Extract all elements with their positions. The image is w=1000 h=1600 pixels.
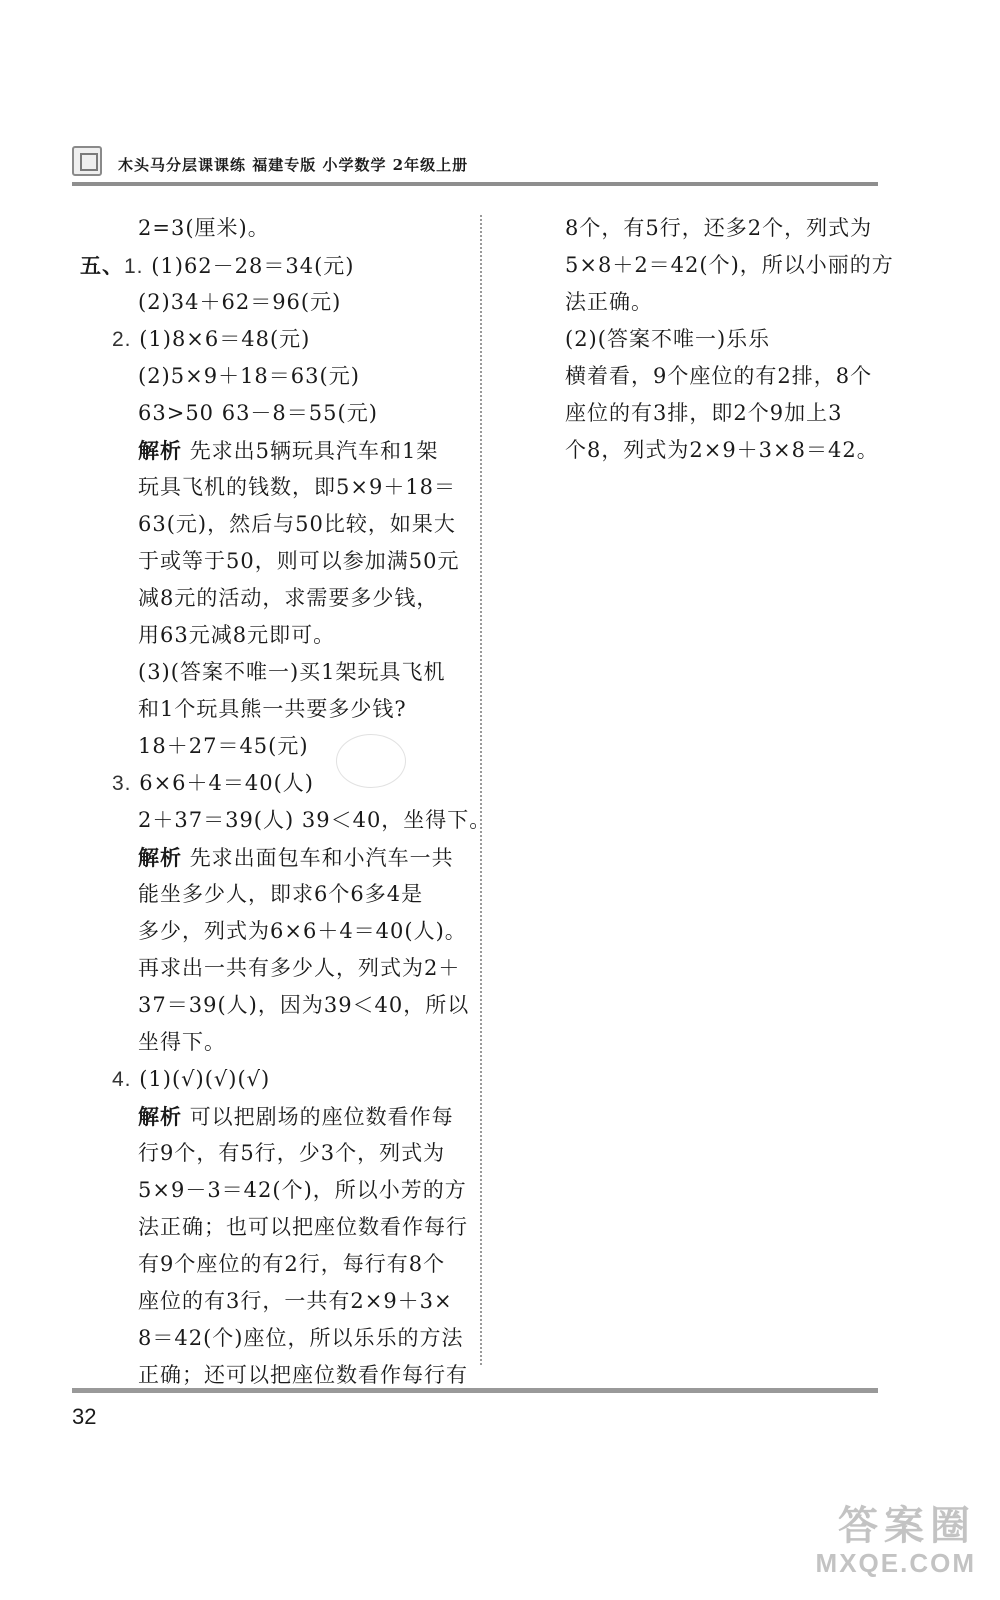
analysis-line: 能坐多少人，即求6个6多4是 xyxy=(138,882,424,906)
analysis-line xyxy=(80,432,460,469)
analysis-line: 座位的有3行，一共有2×9＋3× xyxy=(138,1289,453,1313)
question-number: 2. xyxy=(112,328,132,351)
analysis-line: 有9个座位的有2行，每行有8个 xyxy=(138,1252,446,1276)
question-1 xyxy=(80,247,460,284)
analysis-label: 解析 xyxy=(138,1104,182,1129)
analysis-line: 法正确；也可以把座位数看作每行 xyxy=(138,1215,468,1239)
analysis-text: 可以把剧场的座位数看作每 xyxy=(189,1105,454,1129)
answer-line: 2=3(厘米)。 xyxy=(138,216,270,240)
answer-line: 18＋27＝45(元) xyxy=(138,734,309,758)
watermark-logo-text: 答案圈 xyxy=(838,1504,976,1548)
book-logo-icon xyxy=(72,146,102,176)
analysis-line: 正确；还可以把座位数看作每行有 xyxy=(138,1363,468,1387)
analysis-line: 法正确。 xyxy=(565,290,653,314)
analysis-line: 个8，列式为2×9＋3×8＝42。 xyxy=(565,438,879,462)
question-2 xyxy=(80,321,460,358)
analysis-line xyxy=(80,1098,460,1135)
answer-text: (1)62－28＝34(元) xyxy=(151,254,355,278)
analysis-line: 行9个，有5行，少3个，列式为 xyxy=(138,1141,446,1165)
answer-line: 和1个玩具熊一共要多少钱? xyxy=(138,697,407,721)
watermark-url: MXQE.COM xyxy=(815,1548,976,1578)
analysis-line: 坐得下。 xyxy=(138,1030,226,1054)
answer-line: (2)5×9＋18＝63(元) xyxy=(138,364,360,388)
page-header xyxy=(72,140,878,188)
left-column xyxy=(80,210,492,1394)
analysis-line: 于或等于50，则可以参加满50元 xyxy=(138,549,460,573)
answer-text: (1)8×6＝48(元) xyxy=(139,327,311,351)
watermark xyxy=(816,1504,976,1578)
question-4 xyxy=(80,1061,460,1098)
analysis-label: 解析 xyxy=(138,845,182,870)
analysis-line: 8＝42(个)座位，所以乐乐的方法 xyxy=(138,1326,464,1350)
analysis-line: 5×8＋2＝42(个)，所以小丽的方 xyxy=(565,253,894,277)
header-title: 木头马分层课课练 福建专版 小学数学 2年级上册 xyxy=(118,156,469,174)
section-number: 五、 xyxy=(80,253,124,278)
faint-stamp-icon xyxy=(336,734,406,788)
analysis-line: 多少，列式为6×6＋4＝40(人)。 xyxy=(138,919,467,943)
answer-line: 63>50 63－8＝55(元) xyxy=(138,401,378,425)
answer-text: 6×6＋4＝40(人) xyxy=(139,771,314,795)
answer-text: (1)(√)(√)(√) xyxy=(139,1067,271,1091)
answer-line: 2＋37＝39(人) 39＜40，坐得下。 xyxy=(138,808,492,832)
analysis-text: 先求出5辆玩具汽车和1架 xyxy=(189,439,439,463)
answer-line: (3)(答案不唯一)买1架玩具飞机 xyxy=(138,660,446,684)
page-number: 32 xyxy=(72,1404,97,1429)
question-number: 1. xyxy=(124,255,144,278)
analysis-line xyxy=(80,839,460,876)
analysis-line: 37＝39(人)，因为39＜40，所以 xyxy=(138,993,470,1017)
analysis-line: 玩具飞机的钱数，即5×9＋18＝ xyxy=(138,475,457,499)
analysis-label: 解析 xyxy=(138,438,182,463)
analysis-line: 横着看，9个座位的有2排，8个 xyxy=(565,364,873,388)
analysis-line: 用63元减8元即可。 xyxy=(138,623,336,647)
answer-line: (2)(答案不唯一)乐乐 xyxy=(565,327,771,351)
right-column xyxy=(565,210,894,469)
answer-line: (2)34＋62＝96(元) xyxy=(138,290,342,314)
analysis-text: 先求出面包车和小汽车一共 xyxy=(189,846,454,870)
analysis-line: 座位的有3排，即2个9加上3 xyxy=(565,401,843,425)
analysis-line: 5×9－3＝42(个)，所以小芳的方 xyxy=(138,1178,467,1202)
header-rule xyxy=(72,182,878,186)
question-number: 3. xyxy=(112,772,132,795)
analysis-line: 减8元的活动，求需要多少钱， xyxy=(138,586,439,610)
analysis-line: 63(元)，然后与50比较，如果大 xyxy=(138,512,456,536)
column-divider xyxy=(480,215,482,1365)
question-number: 4. xyxy=(112,1068,132,1091)
analysis-line: 再求出一共有多少人，列式为2＋ xyxy=(138,956,461,980)
analysis-line: 8个，有5行，还多2个，列式为 xyxy=(565,216,873,240)
footer-rule xyxy=(72,1388,878,1393)
